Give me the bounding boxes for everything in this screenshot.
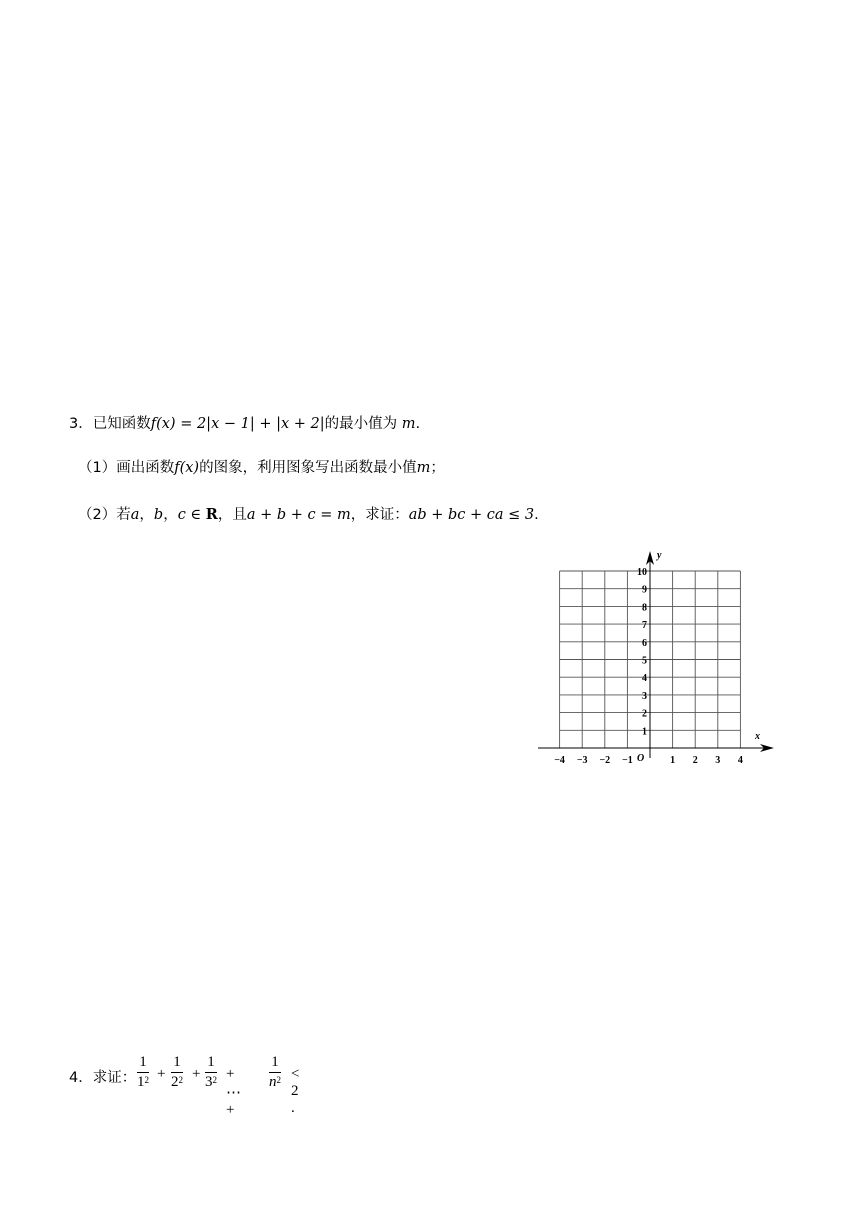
- y-tick-label: 9: [642, 584, 647, 596]
- inequality: ab + bc + ca ≤ 3: [408, 507, 535, 523]
- y-tick-label: 2: [642, 708, 647, 720]
- fraction-2: [171, 1054, 183, 1091]
- y-tick-label: 6: [642, 637, 647, 649]
- plus-sign: +: [157, 1066, 166, 1082]
- y-tick-label: 1: [642, 726, 647, 738]
- part2-mid: ，且: [217, 507, 247, 523]
- plus-sign: +: [192, 1066, 201, 1082]
- part2-prefix: 若: [116, 507, 131, 523]
- x-tick-label: −2: [599, 755, 611, 766]
- numerator: 1: [207, 1054, 215, 1070]
- x-tick-label: −4: [554, 755, 565, 766]
- den-exponent: 2: [212, 1075, 217, 1085]
- y-axis-label: y: [657, 550, 662, 561]
- x-tick-label: −3: [576, 755, 588, 766]
- question-4-lead: 4．求证：: [69, 1070, 137, 1086]
- var-a: a: [130, 507, 140, 523]
- denominator: [171, 1074, 183, 1091]
- part2-end: .: [534, 507, 539, 523]
- denominator: [205, 1074, 217, 1091]
- y-tick-label: 5: [642, 655, 647, 667]
- den-exponent: 2: [276, 1075, 281, 1085]
- part2-mid2: ，求证：: [350, 507, 409, 523]
- y-tick-label: 4: [642, 673, 647, 685]
- part1-prefix: 画出函数: [116, 460, 175, 476]
- fraction-1: [137, 1054, 149, 1091]
- question-3-stem: [69, 414, 420, 434]
- part1-variable: m: [416, 460, 431, 476]
- den-exponent: 2: [178, 1075, 183, 1085]
- x-tick-label: −1: [622, 755, 633, 766]
- fraction-3: [205, 1054, 217, 1091]
- less-than-two: < 2 .: [291, 1066, 300, 1116]
- x-axis-label: x: [755, 731, 760, 742]
- var-b: b: [153, 507, 164, 523]
- den-base: 2: [171, 1074, 179, 1090]
- y-tick-labels: [637, 567, 647, 737]
- den-base: 3: [205, 1074, 213, 1090]
- x-tick-label: 2: [692, 755, 698, 766]
- part-label: （1）: [78, 460, 117, 476]
- separator: ，: [139, 507, 154, 523]
- denominator: [137, 1074, 149, 1091]
- x-tick-labels: [554, 755, 743, 766]
- real-set: R: [205, 506, 218, 523]
- x-tick-label: 4: [737, 755, 743, 766]
- part1-function: f(x): [174, 460, 200, 476]
- fraction-bar: [137, 1072, 149, 1073]
- coordinate-grid: [536, 548, 776, 770]
- stem-suffix: 的最小值为: [324, 416, 402, 432]
- y-tick-label: 8: [642, 602, 647, 614]
- part-label: （2）: [78, 507, 117, 523]
- function-expression: f(x) = 2|x − 1| + |x + 2|: [150, 416, 325, 432]
- stem-end: .: [415, 416, 421, 432]
- fraction-bar: [269, 1072, 281, 1073]
- den-base: 1: [137, 1074, 145, 1090]
- stem-variable: m: [401, 416, 416, 432]
- y-tick-label: 3: [642, 690, 647, 702]
- part1-end: ；: [430, 460, 445, 476]
- den-base: n: [269, 1074, 277, 1090]
- part1-mid: 的图象，利用图象写出函数最小值: [199, 460, 417, 476]
- numerator: 1: [139, 1054, 147, 1070]
- y-tick-label: 10: [637, 567, 647, 578]
- ellipsis-terms: + ⋯ +: [226, 1066, 241, 1118]
- numerator: 1: [173, 1054, 181, 1070]
- numerator: 1: [271, 1054, 279, 1070]
- denominator: [269, 1074, 281, 1091]
- x-tick-label: 3: [715, 755, 721, 766]
- x-tick-label: 1: [670, 755, 676, 766]
- separator: ，: [163, 507, 178, 523]
- fraction-bar: [205, 1072, 217, 1073]
- den-exponent: 2: [144, 1075, 149, 1085]
- var-c: c ∈: [177, 507, 206, 523]
- fraction-bar: [171, 1072, 183, 1073]
- question-3-part-1: [78, 458, 445, 478]
- question-number: 3．: [69, 416, 93, 432]
- fraction-n: [269, 1054, 281, 1091]
- coordinate-grid-figure: [536, 548, 776, 770]
- sum-condition: a + b + c = m: [246, 507, 351, 523]
- stem-prefix: 已知函数: [92, 416, 151, 432]
- y-tick-label: 7: [642, 620, 647, 632]
- question-3-part-2: [78, 505, 539, 525]
- origin-label: O: [637, 753, 645, 764]
